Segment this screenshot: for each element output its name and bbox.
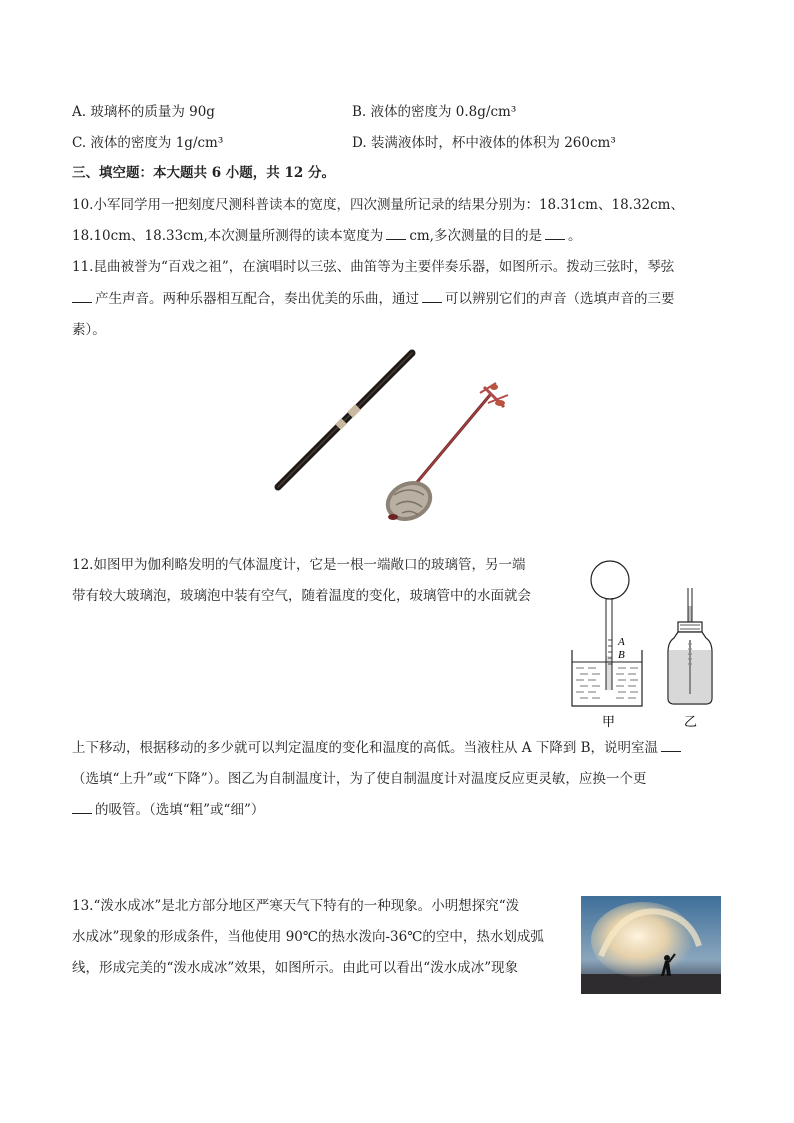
answer-blank [545,227,565,240]
q13-line3: 线，形成完美的“泼水成冰”效果，如图所示。由此可以看出“泼水成冰”现象 [72,960,519,976]
q12-line1: 12.如图甲为伽利略发明的气体温度计，它是一根一端敞口的玻璃管，另一端 [72,557,526,573]
q10-line2 [72,227,581,245]
q13-line2: 水成冰”现象的形成条件，当他使用 90℃的热水泼向-36℃的空中，热水划成弧 [72,929,544,945]
option-d: D. 装满液体时，杯中液体的体积为 260cm³ [352,135,616,151]
q10-text-a: 18.10cm、18.33cm,本次测量所测得的读本宽度为 [72,228,384,244]
answer-blank [422,290,442,303]
sanxian-body [379,474,439,525]
homemade-thermometer [668,588,712,704]
q10-text-c: 。 [567,228,582,244]
instruments-image [268,345,528,525]
thermometer-diagram [564,554,724,730]
caption-yi: 乙 [684,715,698,730]
q12-line2: 带有较大玻璃泡，玻璃泡中装有空气，随着温度的变化，玻璃管中的水面就会 [72,588,531,604]
label-b: B [618,649,625,661]
q11-line2 [72,290,675,308]
q10-text-b: cm,多次测量的目的是 [409,228,542,244]
q10-line1: 10.小军同学用一把刻度尺测科普读本的宽度，四次测量所记录的结果分别为：18.31cm、18.32cm、 [72,197,684,213]
answer-blank [386,227,406,240]
q11-text-b: 可以辨别它们的声音（选填声音的三要 [445,291,675,307]
q12-text-a: 上下移动，根据移动的多少就可以判定温度的变化和温度的高低。当液柱从 A 下降到 B，说明室温 [72,740,659,756]
q12-line3 [72,739,684,757]
water-to-ice-photo [581,896,721,994]
galileo-thermometer [572,561,642,706]
section-title: 三、填空题：本大题共 6 小题，共 12 分。 [72,165,335,181]
option-b: B. 液体的密度为 0.8g/cm³ [352,104,517,120]
q13-line1: 13.“泼水成冰”是北方部分地区严寒天气下特有的一种现象。小明想探究“泼 [72,898,520,914]
q12-line4: （选填“上升”或“下降”）。图乙为自制温度计，为了使自制温度计对温度反应更灵敏，应换一个更 [72,771,647,787]
q11-line3: 素）。 [72,322,106,338]
answer-blank [661,739,681,752]
caption-jia: 甲 [602,715,616,730]
q12-text-b: 的吸管。（选填“粗”或“细”） [95,802,265,818]
option-a: A. 玻璃杯的质量为 90g [72,104,215,120]
q12-line5 [72,801,264,819]
answer-blank [72,290,92,303]
label-a: A [618,636,625,648]
option-c: C. 液体的密度为 1g/cm³ [72,135,224,151]
q11-text-a: 产生声音。两种乐器相互配合，奏出优美的乐曲，通过 [95,291,419,307]
answer-blank [72,801,92,814]
q11-line1: 11.昆曲被誉为“百戏之祖”，在演唱时以三弦、曲笛等为主要伴奏乐器，如图所示。拨动三弦时，琴弦 [72,259,675,275]
